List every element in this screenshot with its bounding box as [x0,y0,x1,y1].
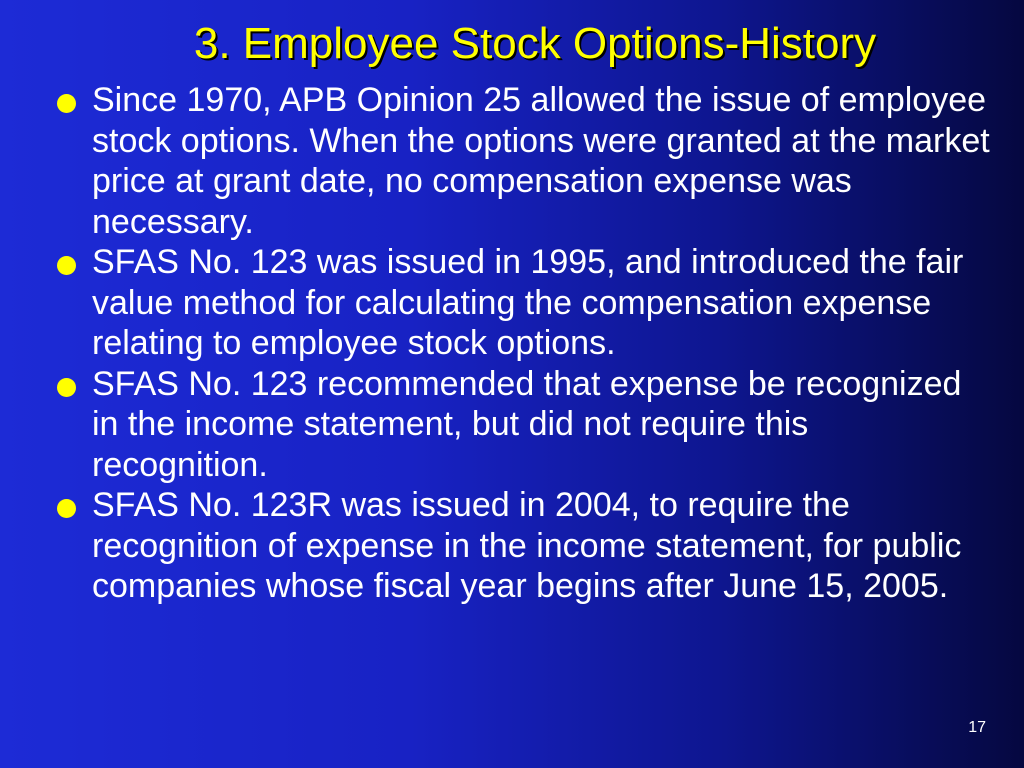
bullet-text: SFAS No. 123 was issued in 1995, and introduced the fair value method for calculating the compensation expense relating to employee stock options. [92,243,964,362]
bullet-list [52,80,992,607]
bullet-item [52,242,992,364]
page-number: 17 [968,719,986,736]
slide-title: 3. Employee Stock Options-History [193,19,877,68]
bullet-item [52,485,992,607]
bullet-text: SFAS No. 123 recommended that expense be recognized in the income statement, but did not require this recognition. [92,364,962,484]
bullet-item [52,80,992,242]
bullet-text: Since 1970, APB Opinion 25 allowed the issue of employee stock options. When the options were granted at the market price at grant date, no compensation expense was necessary. [92,81,990,241]
bullet-dot-icon [57,94,76,113]
bullet-dot-icon [57,378,76,397]
bullet-text: SFAS No. 123R was issued in 2004, to require the recognition of expense in the income statement, for public companies whose fiscal year begins after June 15, 2005. [92,486,962,605]
bullet-dot-icon [57,499,76,518]
bullet-item [52,364,992,486]
bullet-dot-icon [57,256,76,275]
